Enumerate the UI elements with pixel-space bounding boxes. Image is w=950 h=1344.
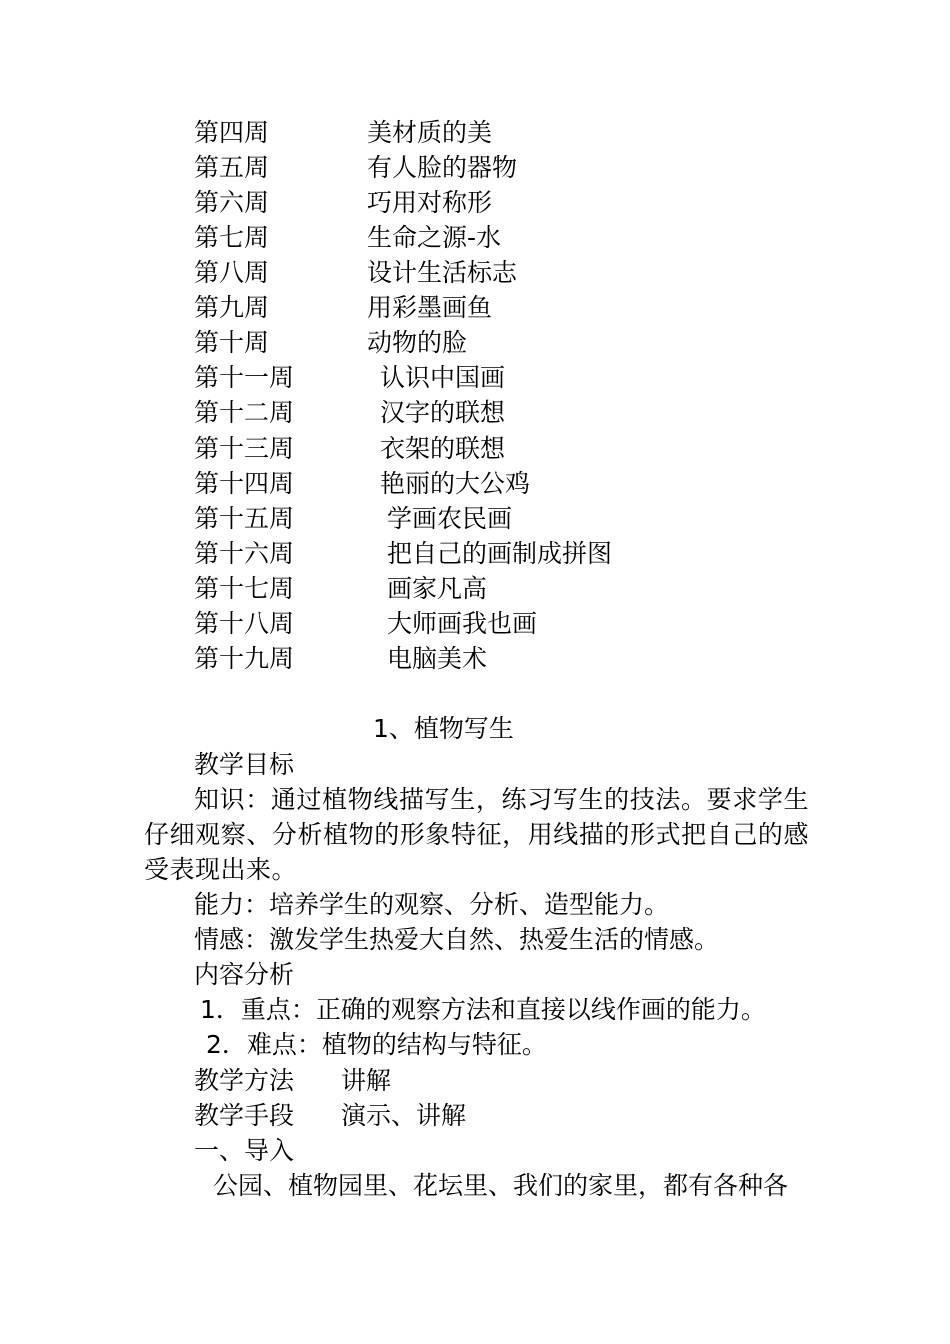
week-topic: 画家凡高	[387, 574, 488, 603]
week-label: 第十一周	[194, 363, 295, 392]
week-topic: 生命之源-水	[367, 223, 502, 252]
week-label: 第八周	[194, 258, 270, 287]
intro-heading: 一、导入	[194, 1136, 295, 1165]
week-label: 第五周	[194, 153, 270, 182]
week-topic: 艳丽的大公鸡	[380, 469, 531, 498]
week-topic: 设计生活标志	[367, 258, 518, 287]
week-label: 第十六周	[194, 539, 295, 568]
week-topic: 巧用对称形	[367, 188, 493, 217]
week-label: 第七周	[194, 223, 270, 252]
goals-heading: 教学目标	[194, 750, 295, 779]
week-topic: 汉字的联想	[380, 398, 506, 427]
intro-text: 公园、植物园里、花坛里、我们的家里，都有各种各	[213, 1171, 789, 1200]
week-label: 第十周	[194, 328, 270, 357]
method-label: 教学方法	[194, 1066, 295, 1095]
week-label: 第十九周	[194, 644, 295, 673]
week-topic: 学画农民画	[387, 504, 513, 533]
lesson-title: 1、植物写生	[373, 714, 514, 743]
week-topic: 动物的脸	[367, 328, 468, 357]
knowledge-paragraph: 知识：通过植物线描写生，练习写生的技法。要求学生仔细观察、分析植物的形象特征，用线描的形式把自己的感受表现出来。	[144, 785, 809, 884]
difficulty-text: 2．难点：植物的结构与特征。	[206, 1030, 547, 1059]
week-topic: 美材质的美	[367, 118, 493, 147]
ability-text: 能力：培养学生的观察、分析、造型能力。	[194, 890, 670, 919]
week-label: 第十二周	[194, 398, 295, 427]
week-label: 第十四周	[194, 469, 295, 498]
key-point-text: 1．重点：正确的观察方法和直接以线作画的能力。	[200, 995, 766, 1024]
week-topic: 电脑美术	[387, 644, 488, 673]
week-label: 第六周	[194, 188, 270, 217]
week-label: 第十三周	[194, 434, 295, 463]
week-topic: 大师画我也画	[387, 609, 538, 638]
week-topic: 把自己的画制成拼图	[387, 539, 613, 568]
means-value: 演示、讲解	[341, 1101, 467, 1130]
week-topic: 认识中国画	[380, 363, 506, 392]
method-value: 讲解	[341, 1066, 392, 1095]
week-label: 第四周	[194, 118, 270, 147]
week-topic: 衣架的联想	[380, 434, 506, 463]
week-topic: 有人脸的器物	[367, 153, 518, 182]
week-label: 第十八周	[194, 609, 295, 638]
emotion-text: 情感：激发学生热爱大自然、热爱生活的情感。	[194, 925, 720, 954]
content-heading: 内容分析	[194, 960, 295, 989]
week-label: 第九周	[194, 293, 270, 322]
week-label: 第十五周	[194, 504, 295, 533]
week-topic: 用彩墨画鱼	[367, 293, 493, 322]
week-label: 第十七周	[194, 574, 295, 603]
means-label: 教学手段	[194, 1101, 295, 1130]
